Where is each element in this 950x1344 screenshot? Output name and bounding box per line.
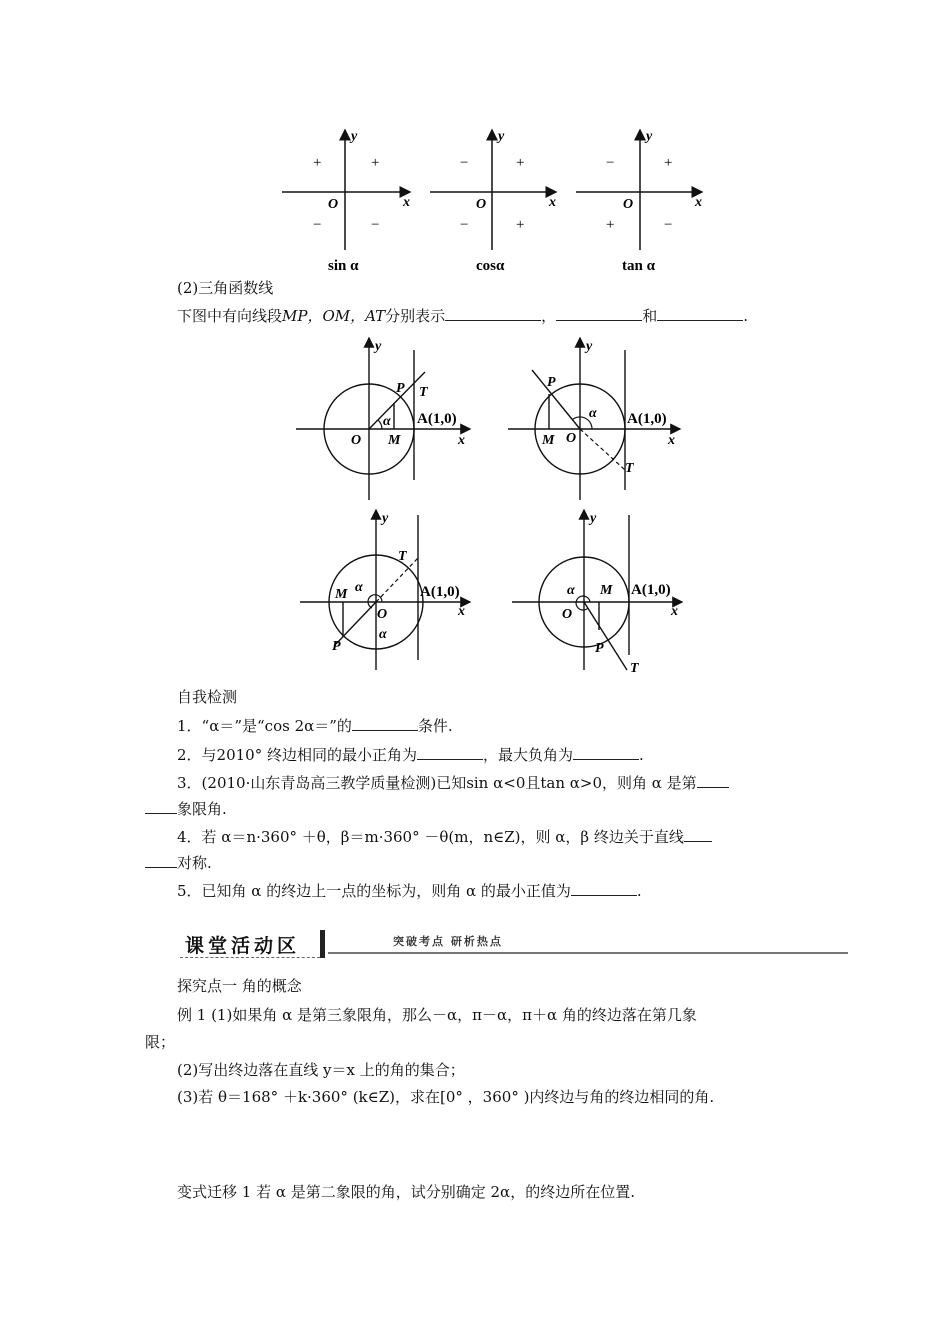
section-heading: (2)三角函数线 bbox=[177, 279, 274, 297]
question-1 bbox=[177, 716, 453, 736]
quadrant-3-sign: − bbox=[460, 217, 469, 233]
sentence-prefix: 下图中有向线段 bbox=[177, 307, 283, 325]
origin-label: O bbox=[566, 431, 577, 446]
question-text: . bbox=[639, 746, 644, 764]
quadrant-1-sign: + bbox=[371, 155, 380, 171]
alpha-label: α bbox=[383, 414, 391, 429]
answer-blank[interactable] bbox=[571, 881, 637, 896]
origin-label: O bbox=[476, 197, 487, 212]
origin-label: O bbox=[377, 607, 388, 622]
chart-caption: tan α bbox=[622, 258, 655, 274]
y-axis-label: y bbox=[382, 511, 389, 526]
point-a-label: A(1,0) bbox=[417, 411, 457, 427]
point-m-label: M bbox=[542, 433, 555, 448]
quadrant-2-sign: − bbox=[460, 155, 469, 171]
x-axis-label: x bbox=[549, 195, 556, 210]
quadrant-3-sign: − bbox=[313, 217, 322, 233]
x-axis-label: x bbox=[671, 604, 678, 619]
question-3-continued bbox=[145, 799, 227, 819]
self-check-heading: 自我检测 bbox=[177, 688, 238, 706]
alpha-label: α bbox=[355, 580, 363, 595]
unit-circle-quadrant-4 bbox=[512, 510, 682, 676]
y-axis-label: y bbox=[351, 129, 358, 144]
question-text: 3．(2010·山东青岛高三教学质量检测)已知sin α<0且tan α>0，则角 α 是第 bbox=[177, 774, 697, 792]
y-axis-label: y bbox=[646, 129, 653, 144]
point-m-label: M bbox=[600, 583, 613, 598]
answer-blank[interactable] bbox=[145, 799, 177, 814]
quadrant-3-sign: + bbox=[606, 217, 615, 233]
x-axis-label: x bbox=[695, 195, 702, 210]
banner-bar bbox=[320, 930, 325, 958]
banner-dash bbox=[180, 957, 320, 958]
quadrant-1-sign: + bbox=[516, 155, 525, 171]
origin-label: O bbox=[562, 607, 573, 622]
y-axis-label: y bbox=[590, 511, 597, 526]
point-m-label: M bbox=[335, 587, 348, 602]
banner-title: 课堂活动区 bbox=[185, 935, 301, 957]
chart-caption: cosα bbox=[476, 258, 505, 274]
trig-lines-sentence bbox=[177, 306, 748, 326]
example-1-line-2: 限； bbox=[145, 1033, 176, 1051]
question-text: 5．已知角 α 的终边上一点的坐标为，则角 α 的最小正值为 bbox=[177, 882, 571, 900]
explore-heading: 探究点一 角的概念 bbox=[177, 977, 302, 995]
point-t-label: T bbox=[398, 549, 407, 564]
answer-blank[interactable] bbox=[573, 745, 639, 760]
x-axis-label: x bbox=[458, 604, 465, 619]
point-t-label: T bbox=[419, 385, 428, 400]
point-t-label: T bbox=[630, 661, 639, 676]
question-text: 2．与2010° 终边相同的最小正角为 bbox=[177, 746, 417, 764]
question-3 bbox=[177, 773, 729, 793]
origin-label: O bbox=[328, 197, 339, 212]
question-4-continued bbox=[145, 853, 212, 873]
quadrant-4-sign: + bbox=[516, 217, 525, 233]
example-1-line-1: 例 1 (1)如果角 α 是第三象限角，那么－α，π－α，π＋α 角的终边落在第几象 bbox=[177, 1006, 697, 1024]
section-banner bbox=[180, 928, 848, 962]
alpha-label: α bbox=[567, 583, 575, 598]
variant-exercise-1: 变式迁移 1 若 α 是第二象限的角，试分别确定 2α，的终边所在位置. bbox=[177, 1183, 635, 1201]
question-text: ，最大负角为 bbox=[483, 746, 574, 764]
chart-caption: sin α bbox=[328, 258, 359, 274]
answer-blank[interactable] bbox=[417, 745, 483, 760]
sentence-mid: 分别表示 bbox=[385, 307, 446, 325]
sign-charts-figure bbox=[0, 0, 950, 290]
y-axis-label: y bbox=[586, 339, 593, 354]
tan-sign-chart bbox=[576, 129, 702, 274]
segment-names: MP，OM，AT bbox=[282, 307, 386, 325]
unit-circle-figures bbox=[0, 330, 950, 690]
answer-blank[interactable] bbox=[684, 827, 712, 842]
x-axis-label: x bbox=[668, 433, 675, 448]
point-p-label: P bbox=[547, 375, 556, 390]
example-1-part-3: (3)若 θ＝168° ＋k·360° (k∈Z)，求在[0° ，360° )内终边与角的终边相同的角. bbox=[177, 1088, 715, 1106]
banner-rule bbox=[328, 952, 848, 954]
banner-subtitle: 突破考点 研析热点 bbox=[393, 935, 503, 948]
quadrant-4-sign: − bbox=[664, 217, 673, 233]
alpha-label: α bbox=[379, 627, 387, 642]
origin-label: O bbox=[351, 433, 362, 448]
point-p-label: P bbox=[332, 639, 341, 654]
x-axis-label: x bbox=[458, 433, 465, 448]
quadrant-4-sign: − bbox=[371, 217, 380, 233]
x-axis-label: x bbox=[403, 195, 410, 210]
origin-label: O bbox=[623, 197, 634, 212]
question-text: 对称. bbox=[177, 854, 212, 872]
point-a-label: A(1,0) bbox=[420, 584, 460, 600]
comma: ， bbox=[541, 307, 557, 325]
point-m-label: M bbox=[388, 433, 401, 448]
point-a-label: A(1,0) bbox=[631, 582, 671, 598]
cos-sign-chart bbox=[430, 129, 556, 274]
answer-blank[interactable] bbox=[556, 306, 642, 321]
unit-circle-quadrant-3 bbox=[300, 510, 470, 670]
point-p-label: P bbox=[595, 641, 604, 656]
y-axis-label: y bbox=[498, 129, 505, 144]
question-2 bbox=[177, 745, 644, 765]
unit-circle-quadrant-1 bbox=[296, 338, 470, 500]
question-text: 4．若 α＝n·360° ＋θ，β＝m·360° －θ(m，n∈Z)，则 α，β 终边关于直线 bbox=[177, 828, 684, 846]
question-text: . bbox=[636, 882, 642, 900]
alpha-label: α bbox=[589, 406, 597, 421]
period: . bbox=[743, 307, 748, 325]
quadrant-2-sign: − bbox=[606, 155, 615, 171]
point-a-label: A(1,0) bbox=[627, 411, 667, 427]
and-word: 和 bbox=[642, 307, 658, 325]
sin-sign-chart bbox=[282, 129, 410, 274]
unit-circle-quadrant-2 bbox=[508, 338, 680, 500]
question-4 bbox=[177, 827, 712, 847]
example-1-part-2: (2)写出终边落在直线 y＝x 上的角的集合； bbox=[177, 1061, 465, 1079]
quadrant-2-sign: + bbox=[313, 155, 322, 171]
answer-blank[interactable] bbox=[657, 306, 743, 321]
answer-blank[interactable] bbox=[445, 306, 541, 321]
answer-blank[interactable] bbox=[352, 716, 418, 731]
y-axis-label: y bbox=[375, 339, 382, 354]
question-text: 1．“α＝”是“cos 2α＝”的 bbox=[177, 717, 352, 735]
quadrant-1-sign: + bbox=[664, 155, 673, 171]
answer-blank[interactable] bbox=[145, 853, 177, 868]
question-text: 象限角. bbox=[177, 800, 227, 818]
point-p-label: P bbox=[396, 381, 405, 396]
question-5 bbox=[177, 881, 642, 901]
answer-blank[interactable] bbox=[697, 773, 729, 788]
point-t-label: T bbox=[625, 461, 634, 476]
question-text: 条件. bbox=[417, 717, 453, 735]
